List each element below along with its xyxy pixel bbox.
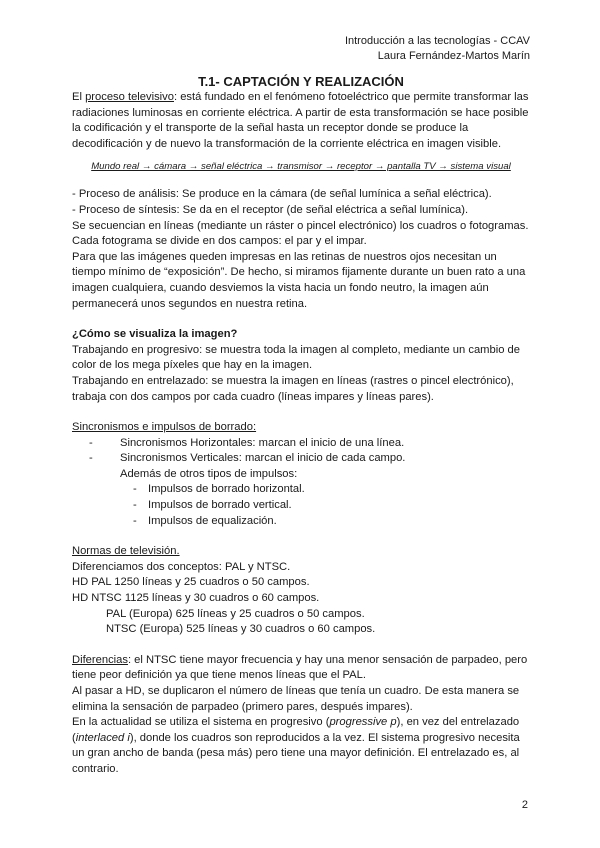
normas-heading: Normas de televisión. bbox=[72, 545, 180, 558]
sincronismos-other: Además de otros tipos de impulsos: bbox=[120, 467, 298, 480]
visualiza-heading: ¿Cómo se visualiza la imagen? bbox=[72, 328, 238, 341]
diferencias-paragraph-3 bbox=[72, 715, 530, 777]
page-number: 2 bbox=[521, 799, 528, 811]
intro-rest: : está fundado en el fenómeno fotoeléctrico que permite transformar las radiaciones luminosas en corriente eléctrica. A partir de esta transformación se hace posible la codificación y el transporte de la señal hasta un receptor donde se produce la decodificación y de nuevo la transformación de la corriente eléctrica en imagen visible. bbox=[72, 91, 529, 150]
diferencias-text-1: : el NTSC tiene mayor frecuencia y hay una menor sensación de parpadeo, pero tiene peor definición ya que tiene menos líneas que el PAL. bbox=[72, 653, 528, 682]
list-item: - Sincronismos Verticales: marcan el inicio de cada campo. bbox=[86, 451, 530, 467]
process-chain: Mundo real → cámara → señal eléctrica → transmisor → receptor → pantalla TV → sistema visual bbox=[91, 161, 511, 173]
interlaced-term: interlaced i bbox=[75, 731, 130, 744]
normas-line-1: Diferenciamos dos conceptos: PAL y NTSC. bbox=[72, 560, 291, 573]
visualiza-line-2: Trabajando en entrelazado: se muestra la imagen en líneas (rastres o pincel electrónico), trabaja con dos campos por cada cuadro (líneas impares y líneas pares). bbox=[72, 374, 514, 403]
process-line-2: - Proceso de síntesis: Se da en el receptor (de señal eléctrica a señal lumínica). bbox=[72, 203, 469, 216]
diferencias-text-3b: ), en vez del entrelazado ( bbox=[72, 716, 520, 744]
diferencias-term: Diferencias bbox=[72, 653, 128, 666]
diferencias-paragraph-1 bbox=[72, 653, 530, 684]
intro-term: proceso televisivo bbox=[85, 91, 174, 103]
list-item: - Impulsos de borrado vertical. bbox=[130, 498, 530, 514]
process-line-4: Cada fotograma se divide en dos campos: el par y el impar. bbox=[72, 235, 367, 248]
visualiza-line-1: Trabajando en progresivo: se muestra toda la imagen al completo, mediante un cambio de color de los mega píxeles que hay en la imagen. bbox=[72, 343, 520, 372]
normas-indented-1: PAL (Europa) 625 líneas y 25 cuadros o 50 campos. bbox=[106, 607, 365, 620]
author-name: Laura Fernández-Martos Marín bbox=[377, 50, 530, 62]
process-line-5: Para que las imágenes queden impresas en las retinas de nuestros ojos necesitan un tiempo mínimo de “exposición”. De hecho, si miramos fijamente durante un buen rato a una imagen cualquiera, cuando desviemos la vista hacia un fondo neutro, la imagen aún permanecerá unos segundos en nuestra retina. bbox=[72, 250, 526, 310]
process-line-1: - Proceso de análisis: Se produce en la cámara (de señal lumínica a señal eléctrica). bbox=[72, 188, 492, 201]
process-line-3: Se secuencian en líneas (mediante un ráster o pincel electrónico) los cuadros o fotogramas. bbox=[72, 219, 529, 232]
document-title: T.1- CAPTACIÓN Y REALIZACIÓN bbox=[198, 74, 404, 89]
normas-indented-2: NTSC (Europa) 525 líneas y 30 cuadros o 60 campos. bbox=[106, 623, 376, 636]
list-item: - Impulsos de borrado horizontal. bbox=[130, 482, 530, 498]
intro-paragraph bbox=[72, 90, 530, 152]
sincronismos-heading: Sincronismos e impulsos de borrado: bbox=[72, 421, 257, 434]
progressive-term: progressive p bbox=[329, 716, 397, 729]
list-item: - Sincronismos Horizontales: marcan el inicio de una línea. bbox=[86, 436, 530, 452]
normas-line-3: HD NTSC 1125 líneas y 30 cuadros o 60 campos. bbox=[72, 592, 320, 605]
diferencias-text-3c: ), donde los cuadros son reproducidos a la vez. El sistema progresivo necesita un gran ancho de banda (pesa más) pero tiene una mayor definición. El entrelazado es, al contrario. bbox=[72, 731, 520, 775]
course-name: Introducción a las tecnologías - CCAV bbox=[344, 35, 530, 47]
document-page bbox=[72, 34, 530, 778]
normas-line-2: HD PAL 1250 líneas y 25 cuadros o 50 campos. bbox=[72, 576, 310, 589]
impulsos-list bbox=[72, 482, 530, 529]
list-item: - Impulsos de equalización. bbox=[130, 514, 530, 530]
diferencias-text-3a: En la actualidad se utiliza el sistema en progresivo ( bbox=[72, 716, 330, 729]
diferencias-paragraph-2: Al pasar a HD, se duplicaron el número de líneas que tenía un cuadro. De esta manera se elimina la sensación de parpadeo (primero pares, después impares). bbox=[72, 685, 520, 713]
page-header bbox=[72, 34, 530, 64]
intro-lead: El bbox=[72, 91, 86, 103]
sincronismos-list bbox=[72, 436, 530, 467]
